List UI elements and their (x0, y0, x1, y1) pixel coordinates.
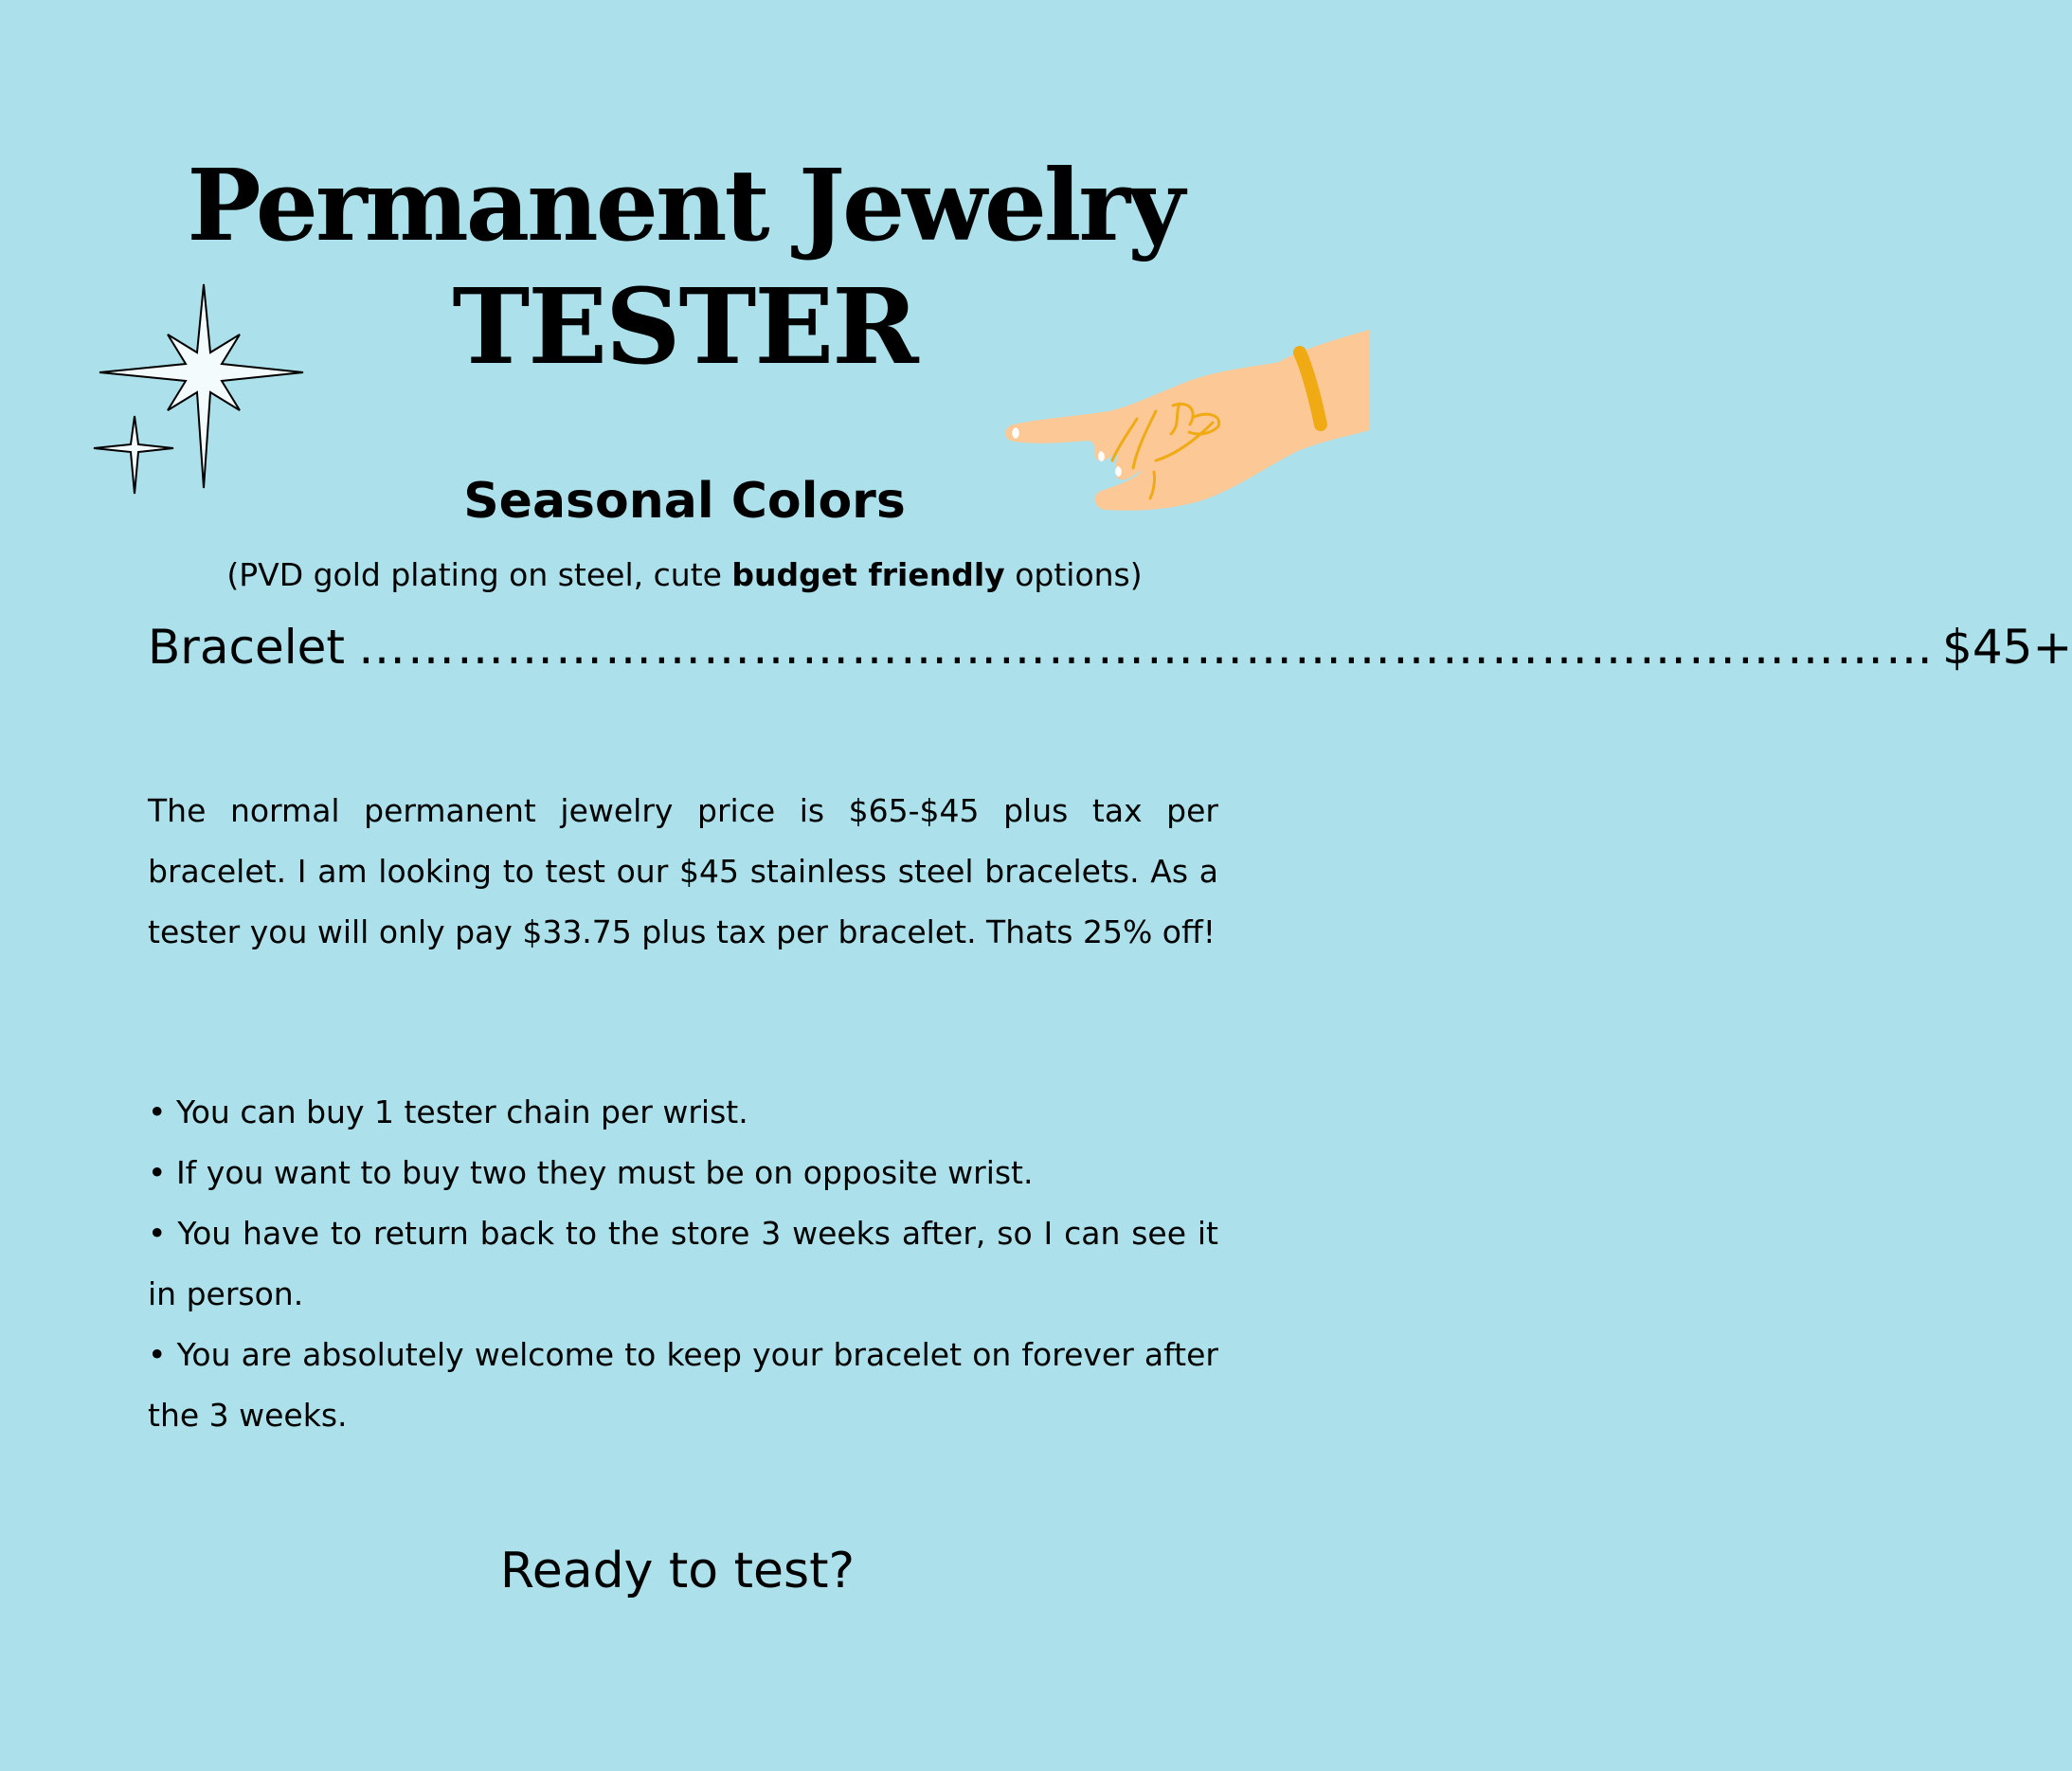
list-item: • If you want to buy two they must be on opposite wrist. (148, 1154, 1034, 1191)
sparkle-stars-icon (90, 280, 308, 497)
price-dot-leader: …………………………………………………………………………………… (358, 620, 1936, 675)
section-title: Seasonal Colors (463, 473, 906, 530)
list-item: • You can buy 1 tester chain per wrist. (148, 1093, 748, 1130)
page-title-line-1: Permanent Jewelry (187, 147, 1182, 263)
material-note-emphasis: budget friendly (731, 556, 1005, 593)
price-list-row (148, 620, 2072, 675)
price-item-name: Bracelet (148, 620, 346, 675)
price-value: $45+ (1942, 620, 2072, 675)
call-to-action: Ready to test? (499, 1543, 856, 1599)
material-note (0, 556, 1369, 593)
page-title-line-2: TESTER (452, 265, 917, 388)
material-note-end: options) (1004, 556, 1143, 593)
material-note-text: (PVD gold plating on steel, cute (226, 556, 732, 593)
list-item: • You have to return back to the store 3 weeks after, so I can see it in person. (148, 1215, 1218, 1312)
large-sparkle-icon (99, 284, 303, 488)
list-item: • You are absolutely welcome to keep your bracelet on forever after the 3 weeks. (148, 1336, 1218, 1434)
intro-paragraph: The normal permanent jewelry price is $65-$45 plus tax per bracelet. I am looking to test our $45 stainless steel bracelets. As a tester you will only pay $33.75 plus tax per bracelet. Thats 25% off! (148, 792, 1218, 950)
tester-rules-list (148, 1082, 1218, 1446)
